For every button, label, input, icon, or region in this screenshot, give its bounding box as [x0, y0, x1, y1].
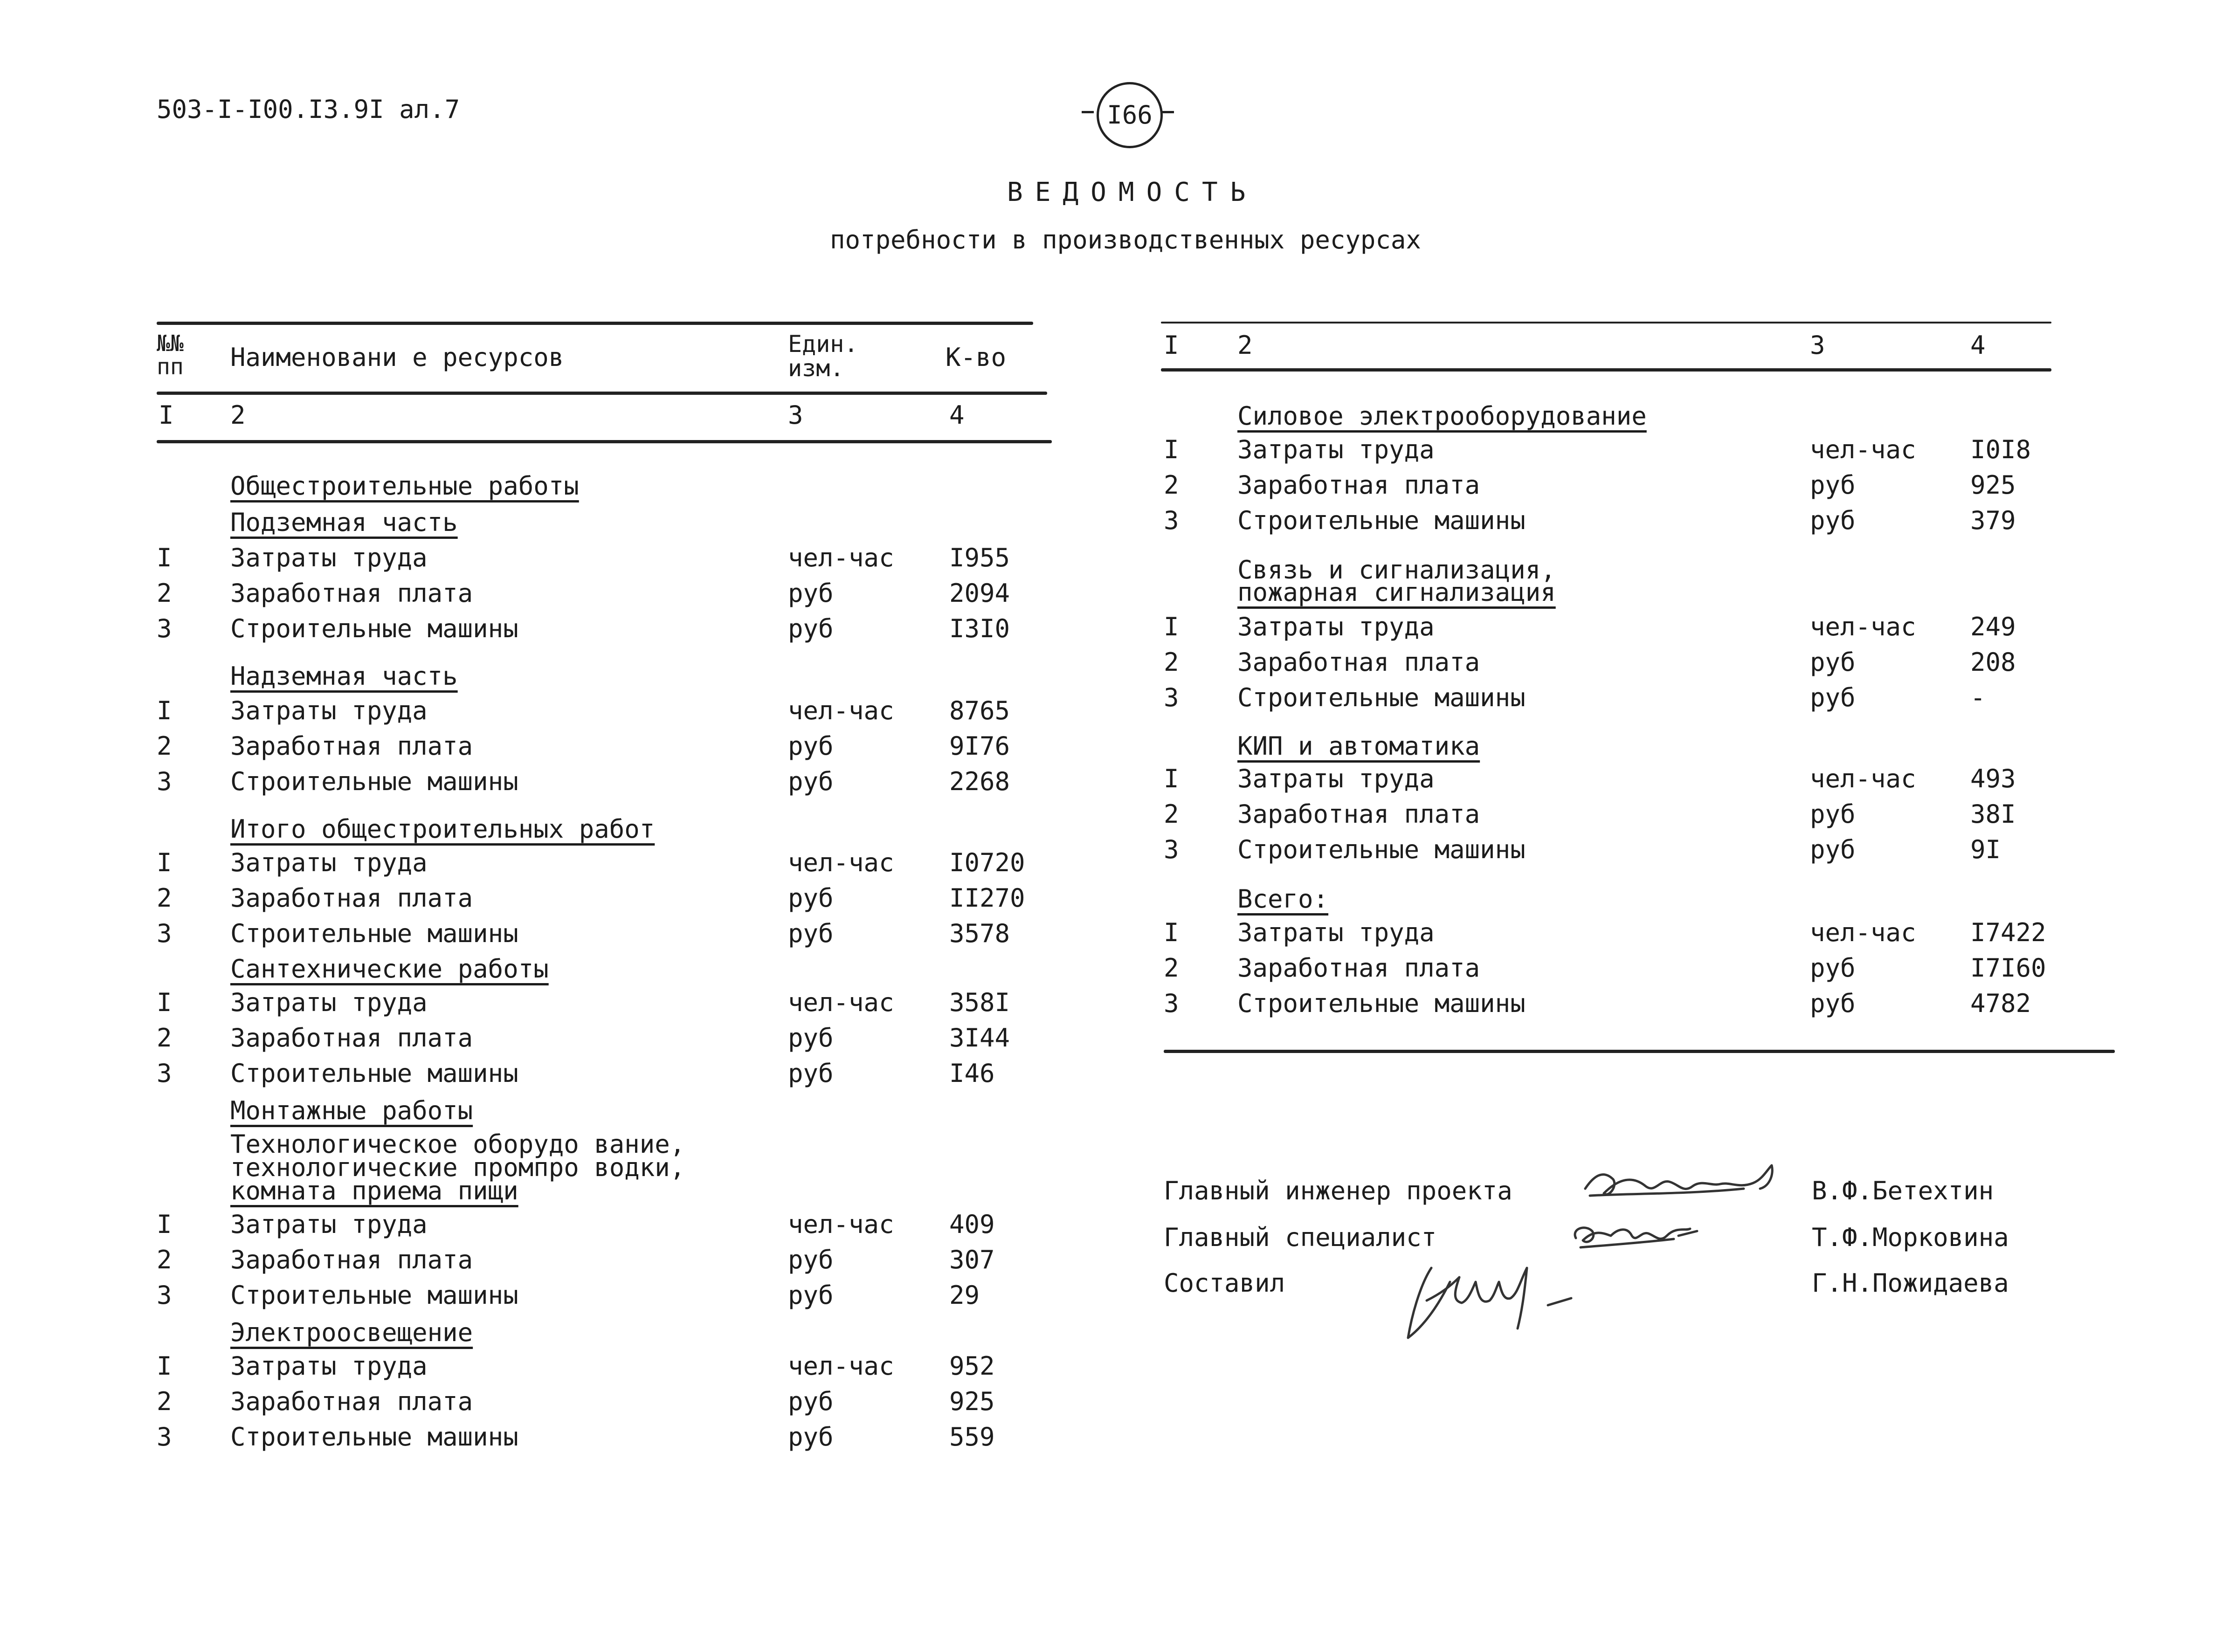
page-number: I66 [1097, 82, 1163, 148]
unit: руб [788, 578, 834, 608]
column-number: 2 [1237, 330, 1253, 360]
unit: руб [1810, 989, 1856, 1018]
section-title: Сантехнические работы [230, 954, 549, 984]
column-number: I [159, 400, 174, 430]
col-header-qty: К-во [946, 343, 1007, 372]
resource-name: Строительные машины [230, 919, 518, 948]
section-title: Всего: [1237, 884, 1329, 914]
quantity: II270 [949, 883, 1025, 913]
column-number: 4 [949, 400, 965, 430]
row-number: 2 [1164, 470, 1179, 500]
row-number: 2 [157, 1245, 172, 1274]
quantity: 3I44 [949, 1023, 1010, 1053]
unit: чел-час [788, 1351, 894, 1381]
quantity: I0I8 [1970, 435, 2031, 464]
row-number: I [157, 1210, 172, 1239]
quantity: 493 [1970, 764, 2016, 793]
quantity: I0720 [949, 848, 1025, 877]
quantity: I955 [949, 543, 1010, 572]
quantity: 208 [1970, 647, 2016, 677]
row-number: 3 [157, 1280, 172, 1310]
unit: руб [788, 1245, 834, 1274]
resource-name: Строительные машины [1237, 835, 1526, 864]
quantity: 2094 [949, 578, 1010, 608]
resource-name: Затраты труда [230, 696, 428, 725]
right-header-rule [1161, 368, 2051, 372]
section-description: комната приема пищи [230, 1176, 518, 1205]
unit: руб [788, 1280, 834, 1310]
unit: чел-час [788, 696, 894, 725]
signature-role-chief-engineer: Главный инженер проекта [1164, 1176, 1512, 1205]
section-description: технологические промпро водки, [230, 1153, 685, 1182]
unit: руб [1810, 799, 1856, 829]
section-description: Технологическое оборудо вание, [230, 1129, 685, 1159]
right-table-top-rule [1161, 322, 2051, 324]
row-number: 3 [1164, 506, 1179, 535]
resource-name: Строительные машины [230, 1280, 518, 1310]
section-title: Монтажные работы [230, 1096, 473, 1125]
handwritten-signature-compiler [1399, 1249, 1595, 1347]
unit: руб [1810, 953, 1856, 983]
resource-name: Заработная плата [230, 731, 473, 761]
signature-role-compiler: Составил [1164, 1268, 1285, 1298]
unit: чел-час [1810, 764, 1916, 793]
col-header-unit: Един. изм. [788, 330, 858, 382]
signature-name-chief-specialist: Т.Ф.Морковина [1812, 1223, 2009, 1252]
section-title: Общестроительные работы [230, 471, 579, 501]
section-title: Силовое электрооборудование [1237, 401, 1647, 431]
row-number: I [157, 988, 172, 1017]
section-subtitle: Подземная часть [230, 508, 458, 537]
unit: руб [788, 1387, 834, 1416]
row-number: 3 [157, 767, 172, 796]
column-number: 3 [1810, 330, 1825, 360]
resource-name: Затраты труда [230, 848, 428, 877]
quantity: 925 [1970, 470, 2016, 500]
quantity: 952 [949, 1351, 995, 1381]
unit: руб [788, 1059, 834, 1088]
row-number: 2 [157, 731, 172, 761]
unit: руб [788, 767, 834, 796]
signature-role-chief-specialist: Главный специалист [1164, 1223, 1437, 1252]
quantity: 4782 [1970, 989, 2031, 1018]
quantity: 379 [1970, 506, 2016, 535]
unit: чел-час [788, 988, 894, 1017]
section-title: Надземная часть [230, 661, 458, 691]
signature-name-compiler: Г.Н.Пожидаева [1812, 1268, 2009, 1298]
section-title: Итого общестроительных работ [230, 814, 655, 844]
unit: чел-час [788, 1210, 894, 1239]
row-number: 3 [1164, 683, 1179, 712]
row-number: 3 [1164, 989, 1179, 1018]
resource-name: Затраты труда [1237, 918, 1435, 947]
unit: руб [788, 731, 834, 761]
unit: руб [1810, 506, 1856, 535]
row-number: I [1164, 764, 1179, 793]
unit: руб [1810, 470, 1856, 500]
resource-name: Затраты труда [230, 1210, 428, 1239]
row-number: 2 [1164, 647, 1179, 677]
column-number: I [1164, 330, 1179, 360]
column-number: 3 [788, 400, 803, 430]
row-number: 3 [157, 1059, 172, 1088]
quantity: 358I [949, 988, 1010, 1017]
section-title: Электроосвещение [230, 1318, 473, 1347]
resource-name: Заработная плата [1237, 647, 1480, 677]
section-title: пожарная сигнализация [1237, 578, 1556, 607]
resource-name: Затраты труда [230, 543, 428, 572]
quantity: 249 [1970, 612, 2016, 641]
row-number: 3 [1164, 835, 1179, 864]
quantity: - [1970, 683, 1986, 712]
column-number: 4 [1970, 330, 1986, 360]
row-number: I [157, 696, 172, 725]
resource-name: Строительные машины [230, 1059, 518, 1088]
handwritten-signature-chief-engineer [1576, 1161, 1790, 1212]
resource-name: Строительные машины [230, 1422, 518, 1452]
quantity: 307 [949, 1245, 995, 1274]
quantity: 8765 [949, 696, 1010, 725]
unit: чел-час [788, 543, 894, 572]
row-number: I [1164, 612, 1179, 641]
row-number: 2 [157, 1387, 172, 1416]
unit: руб [788, 1023, 834, 1053]
document-title: ВЕДОМОСТЬ [1007, 177, 1258, 207]
quantity: 2268 [949, 767, 1010, 796]
quantity: 925 [949, 1387, 995, 1416]
resource-name: Строительные машины [230, 767, 518, 796]
resource-name: Затраты труда [1237, 764, 1435, 793]
unit: руб [788, 614, 834, 643]
left-header-rule [157, 392, 1047, 395]
page-number-dash-left [1082, 111, 1094, 113]
section-title: КИП и автоматика [1237, 731, 1480, 761]
unit: руб [1810, 683, 1856, 712]
quantity: 409 [949, 1210, 995, 1239]
right-table-bottom-rule [1164, 1050, 2115, 1053]
resource-name: Заработная плата [1237, 799, 1480, 829]
row-number: 2 [157, 578, 172, 608]
unit: руб [1810, 647, 1856, 677]
resource-name: Строительные машины [1237, 683, 1526, 712]
resource-name: Строительные машины [1237, 989, 1526, 1018]
quantity: 3578 [949, 919, 1010, 948]
section-title-line: Связь и сигнализация, [1237, 555, 1556, 585]
row-number: 2 [1164, 799, 1179, 829]
resource-name: Строительные машины [1237, 506, 1526, 535]
row-number: 3 [157, 919, 172, 948]
unit: руб [788, 1422, 834, 1452]
resource-name: Затраты труда [1237, 435, 1435, 464]
resource-name: Заработная плата [230, 883, 473, 913]
resource-name: Заработная плата [230, 1245, 473, 1274]
resource-name: Заработная плата [1237, 470, 1480, 500]
row-number: 2 [157, 883, 172, 913]
quantity: I7I60 [1970, 953, 2046, 983]
row-number: I [157, 1351, 172, 1381]
unit: руб [788, 883, 834, 913]
quantity: 38I [1970, 799, 2016, 829]
quantity: 559 [949, 1422, 995, 1452]
unit: руб [788, 919, 834, 948]
row-number: 3 [157, 614, 172, 643]
resource-name: Заработная плата [1237, 953, 1480, 983]
quantity: I7422 [1970, 918, 2046, 947]
col-header-name: Наименовани е ресурсов [230, 343, 564, 372]
unit: руб [1810, 835, 1856, 864]
quantity: 9I [1970, 835, 2001, 864]
page-number-dash-right [1162, 111, 1174, 113]
quantity: 29 [949, 1280, 980, 1310]
resource-name: Затраты труда [230, 988, 428, 1017]
resource-name: Затраты труда [230, 1351, 428, 1381]
row-number: I [157, 848, 172, 877]
unit: чел-час [788, 848, 894, 877]
resource-name: Заработная плата [230, 1023, 473, 1053]
row-number: I [157, 543, 172, 572]
row-number: 3 [157, 1422, 172, 1452]
quantity: I3I0 [949, 614, 1010, 643]
resource-name: Строительные машины [230, 614, 518, 643]
resource-name: Затраты труда [1237, 612, 1435, 641]
resource-name: Заработная плата [230, 1387, 473, 1416]
signature-name-chief-engineer: В.Ф.Бетехтин [1812, 1176, 1994, 1205]
document-subtitle: потребности в производственных ресурсах [830, 225, 1421, 255]
document-code: 503-I-I00.I3.9I ал.7 [157, 95, 460, 124]
row-number: I [1164, 918, 1179, 947]
column-number: 2 [230, 400, 246, 430]
quantity: 9I76 [949, 731, 1010, 761]
row-number: 2 [157, 1023, 172, 1053]
unit: чел-час [1810, 435, 1916, 464]
unit: чел-час [1810, 612, 1916, 641]
unit: чел-час [1810, 918, 1916, 947]
left-header-bottom-rule [157, 440, 1052, 443]
row-number: 2 [1164, 953, 1179, 983]
quantity: I46 [949, 1059, 995, 1088]
row-number: I [1164, 435, 1179, 464]
resource-name: Заработная плата [230, 578, 473, 608]
left-table-top-rule [157, 322, 1033, 325]
col-header-num: №№ пп [157, 330, 184, 380]
